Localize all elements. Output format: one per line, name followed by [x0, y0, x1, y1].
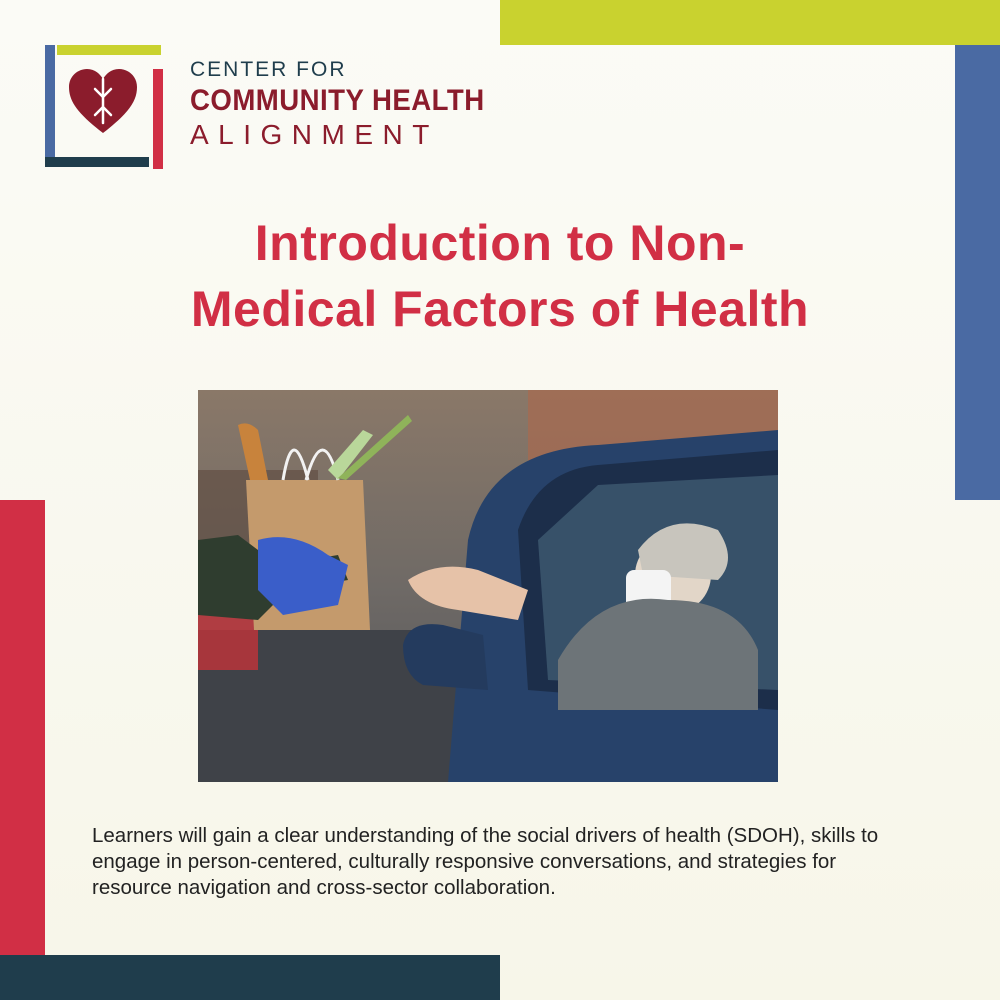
- right-accent-bar: [955, 45, 1000, 500]
- food-delivery-photo: [198, 390, 778, 782]
- brand-line-3: ALIGNMENT: [190, 119, 439, 150]
- brand-line-1: CENTER FOR: [190, 58, 347, 81]
- brand-name: [190, 58, 510, 150]
- brand-line-2: COMMUNITY HEALTH: [190, 84, 485, 117]
- title-line-1: Introduction to Non-: [254, 215, 746, 271]
- logo: [45, 45, 165, 169]
- top-accent-bar: [500, 0, 1000, 45]
- left-accent-bar: [0, 500, 45, 955]
- page-title: [60, 210, 940, 342]
- heart-icon: [67, 67, 139, 137]
- photo-illustration: [198, 390, 778, 782]
- bottom-accent-bar: [0, 955, 500, 1000]
- title-line-2: Medical Factors of Health: [190, 281, 810, 337]
- course-description: Learners will gain a clear understanding of the social drivers of health (SDOH), skills to engage in person-centered, culturally responsive conversations, and strategies for resource navigation and cross-sector collaboration.: [92, 824, 879, 899]
